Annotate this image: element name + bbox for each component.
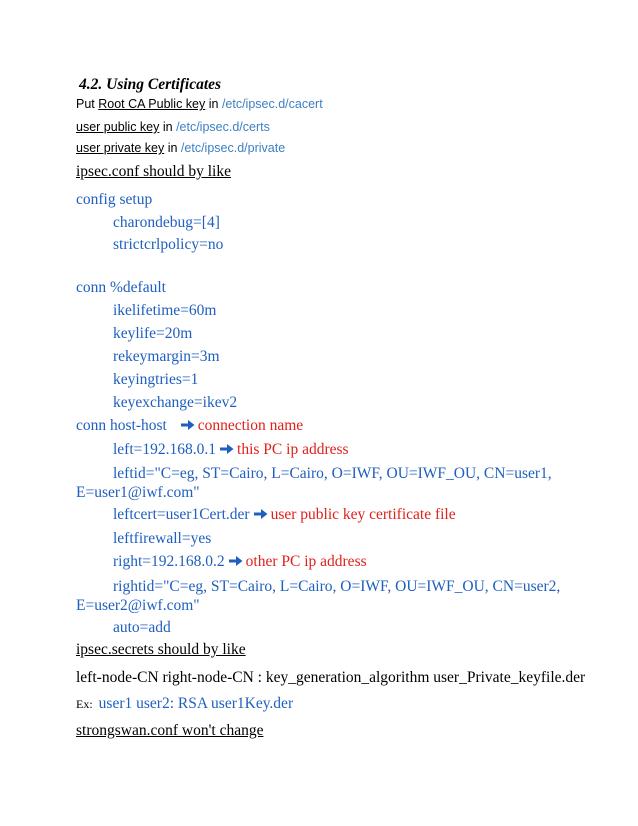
example-label: Ex: bbox=[76, 697, 93, 711]
config-setup: config setup bbox=[76, 191, 153, 208]
keyexchange: keyexchange=ikev2 bbox=[113, 394, 238, 411]
conn-default: conn %default bbox=[76, 279, 166, 296]
right-value: right=192.168.0.2 bbox=[113, 553, 225, 570]
put-line-cacert bbox=[76, 97, 323, 111]
user-private-key-link[interactable]: user private key bbox=[76, 141, 165, 155]
strongswan-title: strongswan.conf won't change bbox=[76, 722, 264, 739]
leftcert-value: leftcert=user1Cert.der bbox=[113, 506, 250, 523]
ipsec-conf-title: ipsec.conf should by like bbox=[76, 163, 231, 180]
conn-host-host bbox=[76, 417, 303, 435]
user-public-key-link[interactable]: user public key bbox=[76, 120, 160, 134]
secrets-format: left-node-CN right-node-CN : key_generation_algorithm user_Private_keyfile.der bbox=[76, 669, 586, 686]
in-text: in bbox=[205, 97, 222, 111]
keylife: keylife=20m bbox=[113, 325, 193, 342]
leftid-line-1: leftid="C=eg, ST=Cairo, L=Cairo, O=IWF, OU=IWF_OU, CN=user1, bbox=[113, 465, 552, 482]
strictcrlpolicy: strictcrlpolicy=no bbox=[113, 236, 224, 253]
right-arrow-icon bbox=[229, 555, 243, 567]
put-line-certs bbox=[76, 120, 270, 134]
charondebug: charondebug=[4] bbox=[113, 214, 220, 231]
rightid-line-1: rightid="C=eg, ST=Cairo, L=Cairo, O=IWF, OU=IWF_OU, CN=user2, bbox=[113, 578, 561, 595]
leftcert-note: user public key certificate file bbox=[270, 506, 456, 523]
certs-path: /etc/ipsec.d/certs bbox=[176, 120, 270, 134]
example-value: user1 user2: RSA user1Key.der bbox=[98, 695, 294, 712]
leftid-line-2: E=user1@iwf.com" bbox=[76, 484, 200, 501]
right-arrow-icon bbox=[220, 443, 234, 455]
right-line bbox=[113, 553, 367, 571]
left-note: this PC ip address bbox=[237, 441, 349, 458]
right-arrow-icon bbox=[254, 508, 268, 520]
root-ca-link[interactable]: Root CA Public key bbox=[98, 97, 206, 111]
private-path: /etc/ipsec.d/private bbox=[180, 141, 286, 155]
keyingtries: keyingtries=1 bbox=[113, 371, 199, 388]
ikelifetime: ikelifetime=60m bbox=[113, 302, 217, 319]
right-arrow-icon bbox=[181, 419, 195, 431]
in-text: in bbox=[164, 141, 181, 155]
section-heading: 4.2. Using Certificates bbox=[79, 76, 222, 93]
put-line-private bbox=[76, 141, 285, 155]
auto-add: auto=add bbox=[113, 619, 171, 636]
in-text: in bbox=[159, 120, 177, 134]
put-prefix: Put bbox=[76, 97, 99, 111]
leftcert-line bbox=[113, 506, 456, 524]
right-note: other PC ip address bbox=[245, 553, 367, 570]
rightid-line-2: E=user2@iwf.com" bbox=[76, 597, 200, 614]
connection-name-note: connection name bbox=[197, 417, 304, 434]
ipsec-secrets-title: ipsec.secrets should by like bbox=[76, 641, 246, 658]
left-value: left=192.168.0.1 bbox=[113, 441, 217, 458]
left-line bbox=[113, 441, 349, 459]
conn-host-text: conn host-host bbox=[76, 417, 167, 434]
cacert-path: /etc/ipsec.d/cacert bbox=[221, 97, 323, 111]
rekeymargin: rekeymargin=3m bbox=[113, 348, 220, 365]
example-line bbox=[76, 695, 293, 713]
leftfirewall: leftfirewall=yes bbox=[113, 530, 212, 547]
